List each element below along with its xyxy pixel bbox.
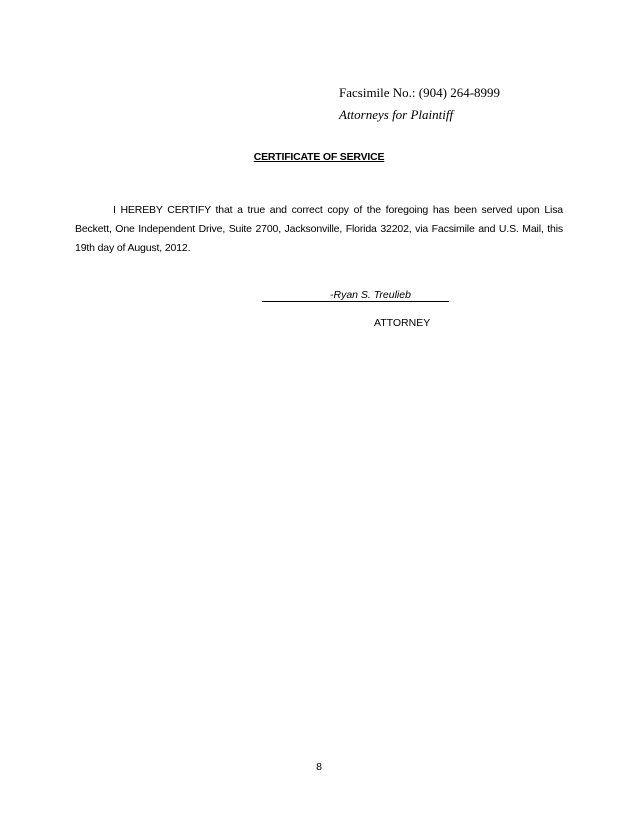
signature-underline-right xyxy=(411,289,449,302)
certificate-heading: CERTIFICATE OF SERVICE xyxy=(253,151,385,163)
page-number: 8 xyxy=(316,761,322,773)
attorneys-for-plaintiff: Attorneys for Plaintiff xyxy=(339,107,454,122)
signature-line xyxy=(262,289,449,302)
certificate-body: I HEREBY CERTIFY that a true and correct copy of the foregoing has been served upon Lisa Beckett, One Independent Drive, Suite 2700, Jacksonville, Florida 32202, via Facsimile and U.S. Mail, this 19th day of August, 2012. xyxy=(75,204,563,254)
facsimile-number: Facsimile No.: (904) 264-8999 xyxy=(339,85,501,100)
signature-underline-left xyxy=(262,289,330,302)
attorney-title: ATTORNEY xyxy=(374,317,431,329)
signature-name: -Ryan S. Treulieb xyxy=(330,289,411,301)
